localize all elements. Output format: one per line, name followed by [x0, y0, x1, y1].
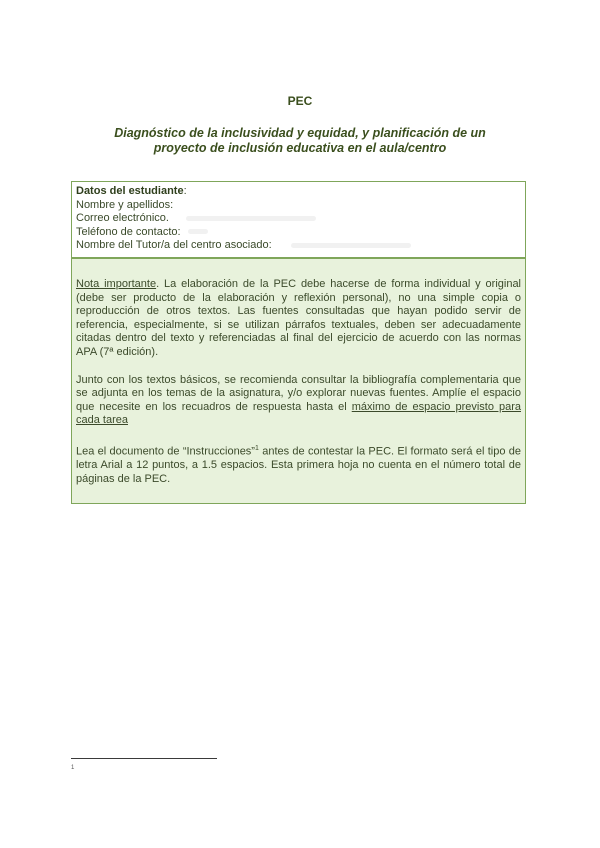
max-space-note: máximo de espacio previsto para cada tarea	[76, 400, 521, 427]
field-email	[76, 212, 521, 226]
note-paragraph-2-text: Junto con los textos básicos, se recomienda consultar la bibliografía complementaria que se adjunta en los temas de la asignatura, y/o explorar nuevas fuentes. Amplíe el espacio que necesite en los recuadros de respuesta hasta el	[76, 373, 521, 413]
student-data-heading-colon: :	[183, 185, 187, 197]
subtitle-line-2: proyecto de inclusión educativa en el aula/centro	[153, 141, 447, 155]
note-paragraph-3-text-b: antes de contestar la PEC. El formato será el tipo de letra Arial a 12 puntos, a 1.5 espacios. Esta primera hoja no cuenta en el número total de páginas de la PEC.	[76, 445, 522, 485]
footnote-reference: 1	[254, 444, 259, 452]
field-tutor-label: Nombre del Tutor/a del centro asociado:	[76, 239, 272, 251]
field-tutor	[76, 239, 521, 253]
student-data-heading-row	[76, 185, 521, 199]
redacted-email	[186, 216, 316, 221]
footnote-divider	[71, 758, 217, 759]
field-phone	[76, 226, 521, 240]
note-paragraph-3	[76, 442, 521, 486]
note-paragraph-2	[76, 374, 521, 428]
note-paragraph-3-text-a: Lea el documento de “Instrucciones”	[76, 445, 255, 458]
note-paragraph-1	[76, 278, 521, 360]
field-phone-label: Teléfono de contacto:	[76, 225, 181, 238]
student-data-heading: Datos del estudiante	[76, 185, 184, 197]
important-note-box	[71, 258, 526, 504]
redacted-tutor	[291, 243, 411, 248]
footnote-number: 1	[71, 765, 75, 771]
redacted-phone	[188, 229, 208, 234]
field-name	[76, 199, 521, 213]
field-name-label: Nombre y apellidos:	[76, 198, 174, 211]
document-subtitle	[80, 126, 520, 156]
field-email-label: Correo electrónico.	[76, 212, 169, 224]
subtitle-line-1: Diagnóstico de la inclusividad y equidad, y planificación de un	[114, 126, 486, 140]
note-heading: Nota importante	[76, 278, 157, 290]
note-paragraph-1-text: . La elaboración de la PEC debe hacerse de forma individual y original (debe ser producto de la elaboración y reflexión personal), no una simple copia o reproducción de otros textos. Las fuentes consultadas que hayan podido servir de referencia, especialmente, si se utilizan párrafos textuales, deben ser adecuadamente citadas dentro del texto y referenciadas al final del ejercicio de acuerdo con las normas APA (7ª edición).	[76, 278, 522, 358]
student-data-box	[71, 181, 526, 258]
page-title: PEC	[287, 94, 313, 108]
